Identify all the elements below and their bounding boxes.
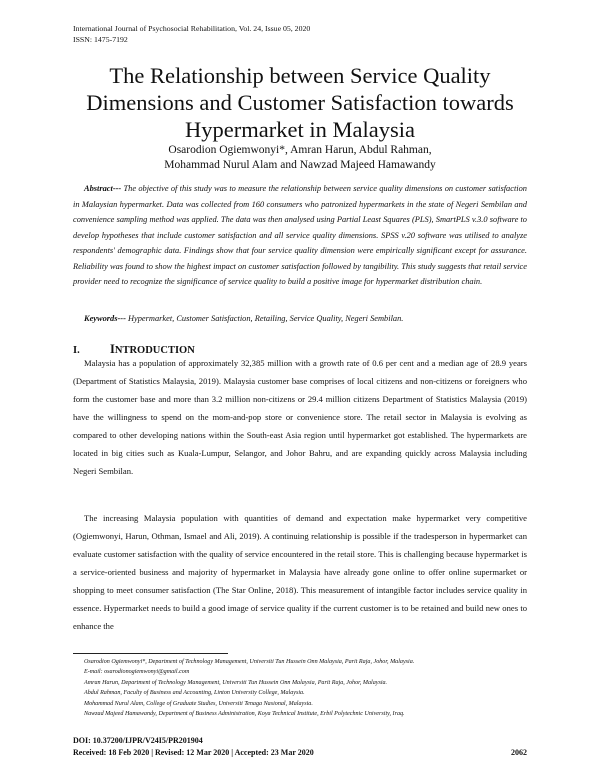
abstract-label: Abstract--- bbox=[84, 184, 122, 193]
issn-line: ISSN: 1475-7192 bbox=[73, 35, 128, 44]
author-list bbox=[60, 143, 540, 173]
title-line-3: Hypermarket in Malaysia bbox=[185, 117, 415, 142]
keywords-label: Keywords--- bbox=[84, 314, 126, 323]
paper-title bbox=[60, 62, 540, 143]
footnotes bbox=[84, 657, 527, 719]
keywords-text: Hypermarket, Customer Satisfaction, Retailing, Service Quality, Negeri Sembilan. bbox=[125, 314, 404, 323]
footnote-divider bbox=[73, 653, 228, 654]
footnote-1: Osarodion Ogiemwonyi*, Department of Technology Management, Universiti Tun Hussein Onn Malaysia, Parit Raja, Johor, Malaysia. bbox=[84, 659, 415, 665]
title-line-1: The Relationship between Service Quality bbox=[109, 63, 491, 88]
section-number: I. bbox=[73, 345, 80, 356]
body-paragraph-1: Malaysia has a population of approximately 32,385 million with a growth rate of 0.6 per cent and a median age of 28.9 years (Department of Statistics Malaysia, 2019). Malaysia customer base comprises of local citizens and non-citizens or foreigners who form the customer base and more than 3.2 million non-citizens or 29.4 million citizens Department of Statistics Malaysia (2019) have the willingness to spend on the mom-and-pop store or convenience store. The retail sector in Malaysia is evolving as compared to other developing nations within the South-east Asia region until hypermarket got established. The hypermarkets are located in big cities such as Kuala-Lumpur, Selangor, and Johor Bahru, and are expanding quickly across Malaysia including Negeri Sembilan. bbox=[73, 358, 527, 476]
footnote-3: Amran Harun, Department of Technology Management, Universiti Tun Hussein Onn Malaysia, Parit Raja, Johor, Malaysia. bbox=[84, 679, 388, 686]
body-paragraph-2: The increasing Malaysia population with quantities of demand and expectation make hypermarket very competitive (Ogiemwonyi, Harun, Othman, Ismael and Ali, 2019). A continuing relationship is possible if the tradesperson in hypermarket can evaluate customer satisfaction with the quality of service encountered in the retail store. This is challenging because hypermarket is a service-oriented business and majority of hypermarket in Malaysia have already gone online to offer online supermarket or shopping to meet consumer satisfaction (The Star Online, 2018). This measurement of intangible factor includes service quality in essence. Hypermarket needs to build a good image of service quality if the current customer is to be retained and build new ones to enhance the bbox=[73, 513, 527, 631]
journal-line: International Journal of Psychosocial Rehabilitation, Vol. 24, Issue 05, 2020 bbox=[73, 24, 311, 33]
submission-dates: Received: 18 Feb 2020 | Revised: 12 Mar 2020 | Accepted: 23 Mar 2020 bbox=[73, 748, 314, 757]
abstract-text: The objective of this study was to measure the relationship between service quality dimensions on customer satisfaction in Malaysian hypermarket. Data was collected from 160 consumers who patronized hypermarkets in the state of Negeri Sembilan and convenience sampling method was applied. The data was then analysed using Partial Least Squares (PLS), SmartPLS v.3.0 software to develop hypotheses that include customer satisfaction and all service quality dimensions. SPSS v.20 software was utilised to analyze respondents' demographic data. Findings show that four service quality dimension were empirically significant except for assurance. Reliability was found to show the highest impact on customer satisfaction followed by tangibility. This study suggests that retail service provider need to recognize the significance of service quality to build a positive image for hypermarket distribution chain. bbox=[73, 184, 527, 286]
title-line-2: Dimensions and Customer Satisfaction towards bbox=[86, 90, 514, 115]
section-initial: I bbox=[110, 342, 115, 356]
abstract bbox=[73, 181, 527, 290]
footnote-5: Mohammad Nurul Alam, College of Graduate Studies, Universiti Tenaga Nasional, Malaysia. bbox=[84, 700, 313, 707]
footnote-2: E-mail: osarodionogiemwonyi@gmail.com bbox=[84, 669, 190, 676]
footnote-4: Abdul Rahman, Faculty of Business and Accounting, Linton University College, Malaysia. bbox=[84, 690, 305, 697]
doi: DOI: 10.37200/IJPR/V24I5/PR201904 bbox=[73, 736, 203, 745]
authors-line-1: Osarodion Ogiemwonyi*, Amran Harun, Abdul Rahman, bbox=[168, 144, 432, 156]
keywords bbox=[73, 313, 527, 325]
authors-line-2: Mohammad Nurul Alam and Nawzad Majeed Hamawandy bbox=[164, 159, 436, 171]
page-number: 2062 bbox=[511, 748, 527, 757]
journal-header bbox=[73, 23, 310, 45]
section-title-rest: NTRODUCTION bbox=[114, 345, 195, 356]
footnote-6: Nawzad Majeed Hamawandy, Department of Business Administration, Koya Technical Institute, Erbil Polytechnic University, Iraq. bbox=[84, 711, 405, 718]
